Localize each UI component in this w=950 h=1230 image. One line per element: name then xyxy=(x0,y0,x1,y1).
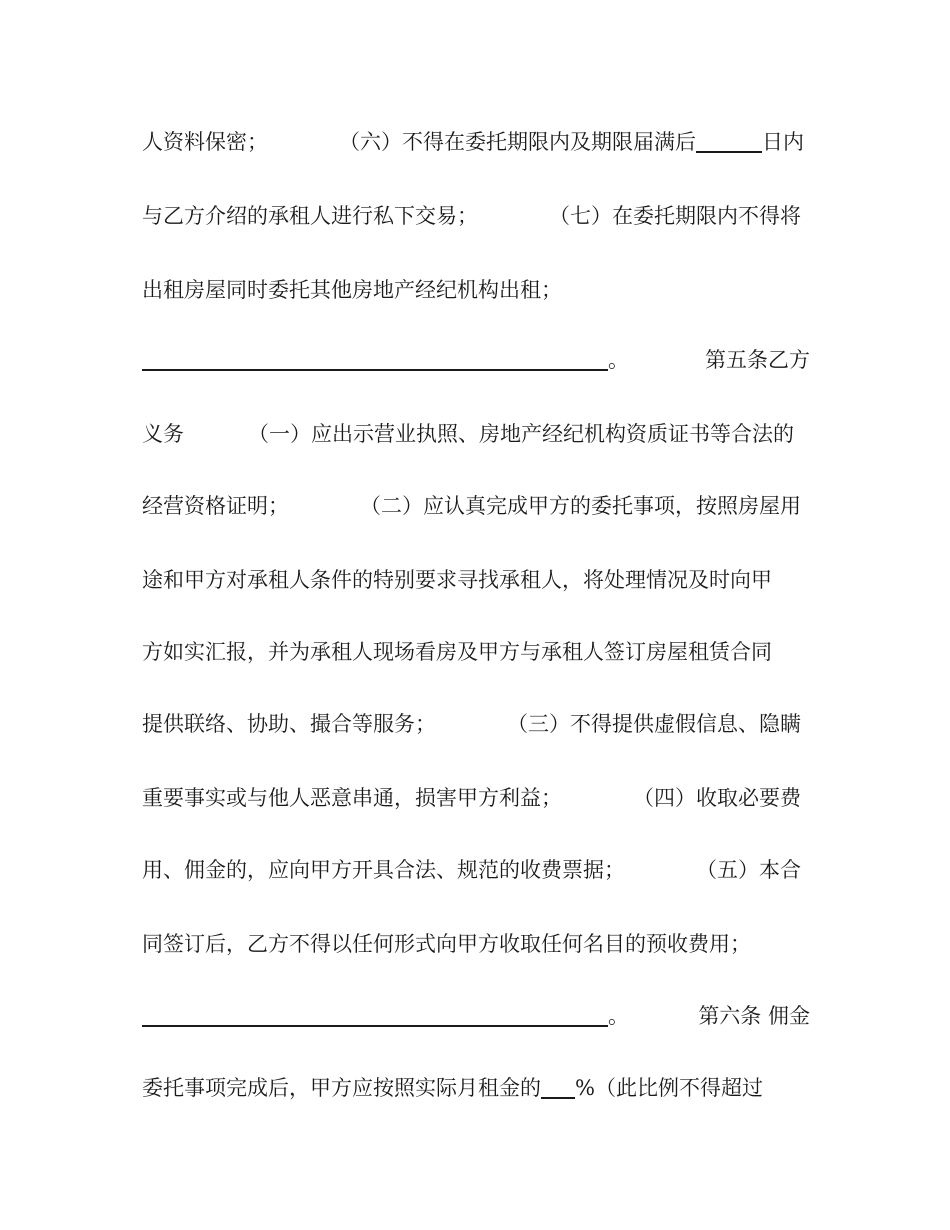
text-line xyxy=(142,196,810,236)
text-segment: 提供联络、协助、撮合等服务； xyxy=(142,712,436,736)
article-heading: 第五条乙方 xyxy=(705,348,810,372)
text-segment: 人资料保密； xyxy=(142,130,268,154)
text-segment: 日内 xyxy=(762,130,804,154)
fill-in-blank-percent xyxy=(541,1097,575,1099)
text-segment: （七）在委托期限内不得将 xyxy=(549,204,801,228)
text-line xyxy=(142,850,810,890)
text-segment: 同签订后，乙方不得以任何形式向甲方收取任何名目的预收费用； xyxy=(142,932,751,956)
text-segment: （三）不得提供虚假信息、隐瞒 xyxy=(507,712,801,736)
text-segment: （二）应认真完成甲方的委托事项，按照房屋用 xyxy=(360,494,801,518)
article-heading: 第六条 佣金 xyxy=(698,1004,810,1028)
text-segment: 方如实汇报，并为承租人现场看房及甲方与承租人签订房屋租赁合同 xyxy=(142,640,772,664)
text-segment: （一）应出示营业执照、房地产经纪机构资质证书等合法的 xyxy=(248,422,794,446)
text-segment: 义务 xyxy=(142,422,184,446)
text-segment: 委托事项完成后，甲方应按照实际月租金的 xyxy=(142,1076,541,1100)
text-segment: 出租房屋同时委托其他房地产经纪机构出租； xyxy=(142,278,562,302)
text-segment: 与乙方介绍的承租人进行私下交易； xyxy=(142,204,478,228)
text-segment: 。 xyxy=(608,1004,629,1028)
text-line xyxy=(142,996,810,1036)
text-segment: 途和甲方对承租人条件的特别要求寻找承租人，将处理情况及时向甲 xyxy=(142,568,772,592)
text-segment: %（此比例不得超过 xyxy=(575,1076,763,1100)
text-segment: （六）不得在委托期限内及期限届满后 xyxy=(339,130,696,154)
text-line xyxy=(142,704,810,744)
text-line xyxy=(142,778,810,818)
text-segment: （五）本合 xyxy=(696,858,801,882)
text-line xyxy=(142,486,810,526)
fill-in-blank-long xyxy=(142,1025,608,1027)
text-line xyxy=(142,632,810,672)
text-line xyxy=(142,414,810,454)
fill-in-blank-days xyxy=(696,151,762,153)
text-segment: 。 xyxy=(608,348,629,372)
text-segment: 经营资格证明； xyxy=(142,494,289,518)
text-line xyxy=(142,1068,810,1108)
text-line xyxy=(142,340,810,380)
fill-in-blank-long xyxy=(142,369,608,371)
text-line xyxy=(142,270,810,310)
text-line xyxy=(142,122,810,162)
text-segment: 用、佣金的，应向甲方开具合法、规范的收费票据； xyxy=(142,858,625,882)
text-line xyxy=(142,560,810,600)
text-line xyxy=(142,924,810,964)
text-segment: 重要事实或与他人恶意串通，损害甲方利益； xyxy=(142,786,562,810)
text-segment: （四）收取必要费 xyxy=(633,786,801,810)
